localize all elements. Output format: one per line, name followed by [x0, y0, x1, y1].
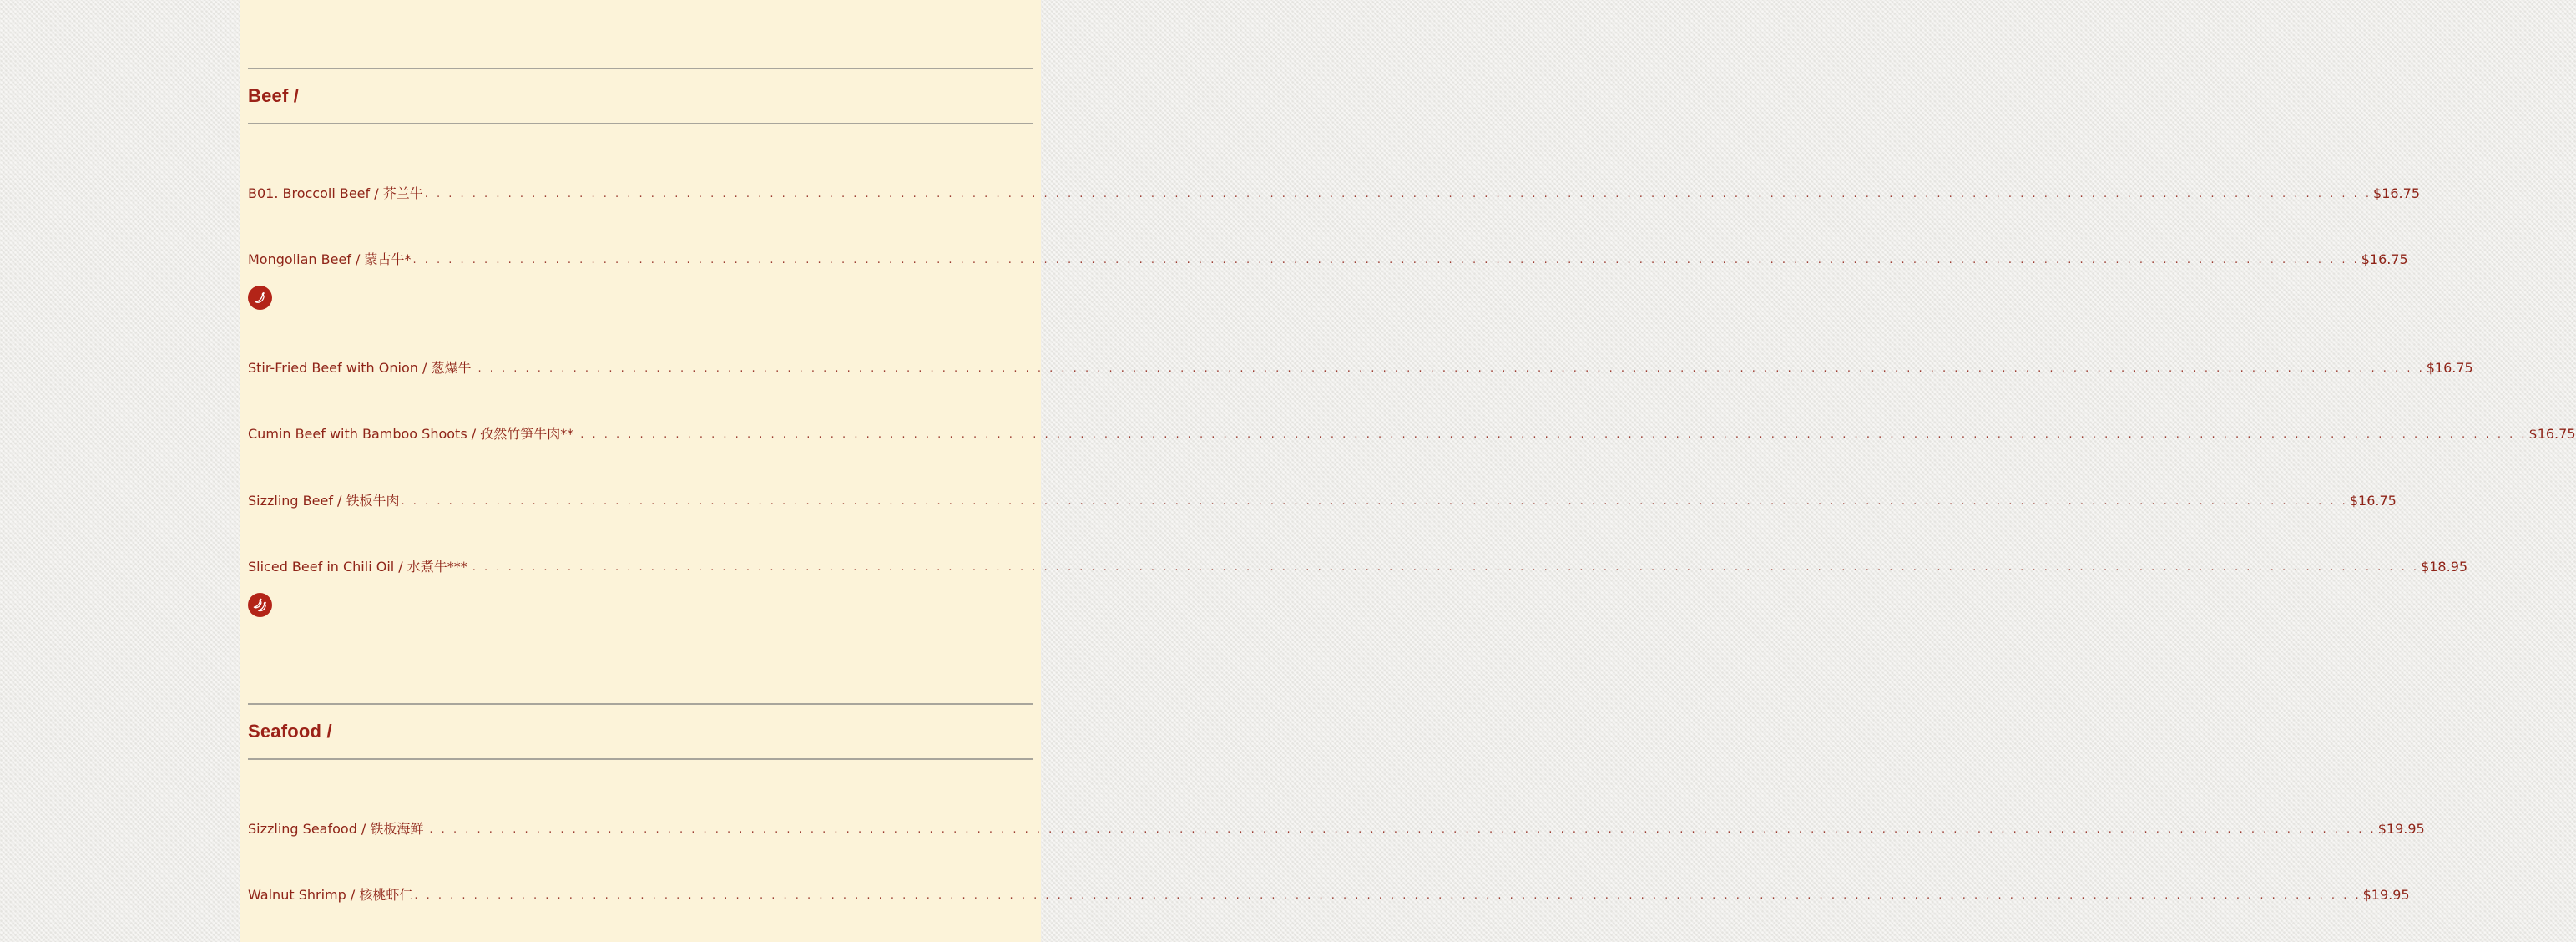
dot-leader: . . . . . . . . . . . . . . . . . . . . . . . . . . . . . . . . . . . . . . . . . . . . . . . . . . . . . . . . . . . . . . . . . . . . . . . . . . . . . . . . . . . . . . . . . . . . . . . . . . . . . . . . . . . . . . . . . . . . . . . . . . . . . . . . . . . . . . . . . . . . . . . . . . . . . . . . . . . . . . . . . . . .	[429, 823, 2376, 836]
dot-leader: . . . . . . . . . . . . . . . . . . . . . . . . . . . . . . . . . . . . . . . . . . . . . . . . . . . . . . . . . . . . . . . . . . . . . . . . . . . . . . . . . . . . . . . . . . . . . . . . . . . . . . . . . . . . . . . . . . . . . . . . . . . . . . . . . . . . . . . . . . . . . . . . . . . . . . . . . . . . . . . . . . . .	[477, 362, 2425, 375]
beef-section-heading: Beef /	[248, 85, 300, 106]
item-price: $16.75	[2361, 251, 2408, 267]
item-price: $16.75	[2349, 493, 2397, 509]
dot-leader: . . . . . . . . . . . . . . . . . . . . . . . . . . . . . . . . . . . . . . . . . . . . . . . . . . . . . . . . . . . . . . . . . . . . . . . . . . . . . . . . . . . . . . . . . . . . . . . . . . . . . . . . . . . . . . . . . . . . . . . . . . . . . . . . . . . . . . . . . . . . . . . . . . . . . . . . . . . . . . . . . . . .	[424, 188, 2372, 200]
dot-leader: . . . . . . . . . . . . . . . . . . . . . . . . . . . . . . . . . . . . . . . . . . . . . . . . . . . . . . . . . . . . . . . . . . . . . . . . . . . . . . . . . . . . . . . . . . . . . . . . . . . . . . . . . . . . . . . . . . . . . . . . . . . . . . . . . . . . . . . . . . . . . . . . . . . . . . . . . . . . . . . . . . . .	[580, 428, 2528, 441]
dot-leader: . . . . . . . . . . . . . . . . . . . . . . . . . . . . . . . . . . . . . . . . . . . . . . . . . . . . . . . . . . . . . . . . . . . . . . . . . . . . . . . . . . . . . . . . . . . . . . . . . . . . . . . . . . . . . . . . . . . . . . . . . . . . . . . . . . . . . . . . . . . . . . . . . . . . . . . . . . . . . . . . . . . .	[401, 495, 2348, 508]
chili-pepper-icon	[248, 286, 272, 310]
seafood-section-header	[248, 703, 1033, 760]
item-name: Sliced Beef in Chili Oil / 水煮牛***	[248, 559, 467, 575]
menu-item-mongolian-beef	[248, 250, 2408, 268]
menu-item-sizzling-seafood	[248, 819, 2425, 838]
menu-item-broccoli-beef	[248, 184, 2420, 202]
dot-leader: . . . . . . . . . . . . . . . . . . . . . . . . . . . . . . . . . . . . . . . . . . . . . . . . . . . . . . . . . . . . . . . . . . . . . . . . . . . . . . . . . . . . . . . . . . . . . . . . . . . . . . . . . . . . . . . . . . . . . . . . . . . . . . . . . . . . . . . . . . . . . . . . . . . . . . . . . . . . . . . . . . . .	[472, 561, 2420, 574]
menu-panel	[240, 0, 1041, 942]
item-price: $16.75	[2528, 426, 2576, 442]
item-price: $19.95	[2377, 821, 2425, 837]
item-price: $19.95	[2362, 887, 2410, 903]
item-name: Sizzling Beef / 铁板牛肉	[248, 493, 400, 509]
menu-item-sliced-beef-chili-oil	[248, 557, 2468, 575]
double-chili-pepper-icon	[248, 593, 272, 617]
item-name: Cumin Beef with Bamboo Shoots / 孜然竹笋牛肉**	[248, 426, 574, 442]
beef-section-header	[248, 68, 1033, 124]
item-price: $16.75	[2426, 360, 2473, 376]
seafood-section-heading: Seafood /	[248, 721, 332, 742]
menu-item-sizzling-beef	[248, 491, 2397, 509]
item-name: Walnut Shrimp / 核桃虾仁	[248, 887, 413, 903]
item-price: $16.75	[2373, 185, 2420, 201]
dot-leader: . . . . . . . . . . . . . . . . . . . . . . . . . . . . . . . . . . . . . . . . . . . . . . . . . . . . . . . . . . . . . . . . . . . . . . . . . . . . . . . . . . . . . . . . . . . . . . . . . . . . . . . . . . . . . . . . . . . . . . . . . . . . . . . . . . . . . . . . . . . . . . . . . . . . . . . . . . . . . . . . . . . .	[412, 254, 2360, 266]
item-name: Sizzling Seafood / 铁板海鲜	[248, 821, 424, 837]
item-name: Stir-Fried Beef with Onion / 葱爆牛	[248, 360, 472, 376]
item-price: $18.95	[2421, 559, 2468, 575]
menu-item-cumin-beef-bamboo	[248, 424, 2576, 443]
item-name: Mongolian Beef / 蒙古牛*	[248, 251, 412, 267]
menu-item-stir-fried-beef-onion	[248, 358, 2473, 377]
dot-leader: . . . . . . . . . . . . . . . . . . . . . . . . . . . . . . . . . . . . . . . . . . . . . . . . . . . . . . . . . . . . . . . . . . . . . . . . . . . . . . . . . . . . . . . . . . . . . . . . . . . . . . . . . . . . . . . . . . . . . . . . . . . . . . . . . . . . . . . . . . . . . . . . . . . . . . . . . . . . . . . . . . . .	[414, 889, 2361, 902]
item-name: B01. Broccoli Beef / 芥兰牛	[248, 185, 423, 201]
menu-item-walnut-shrimp	[248, 885, 2410, 904]
